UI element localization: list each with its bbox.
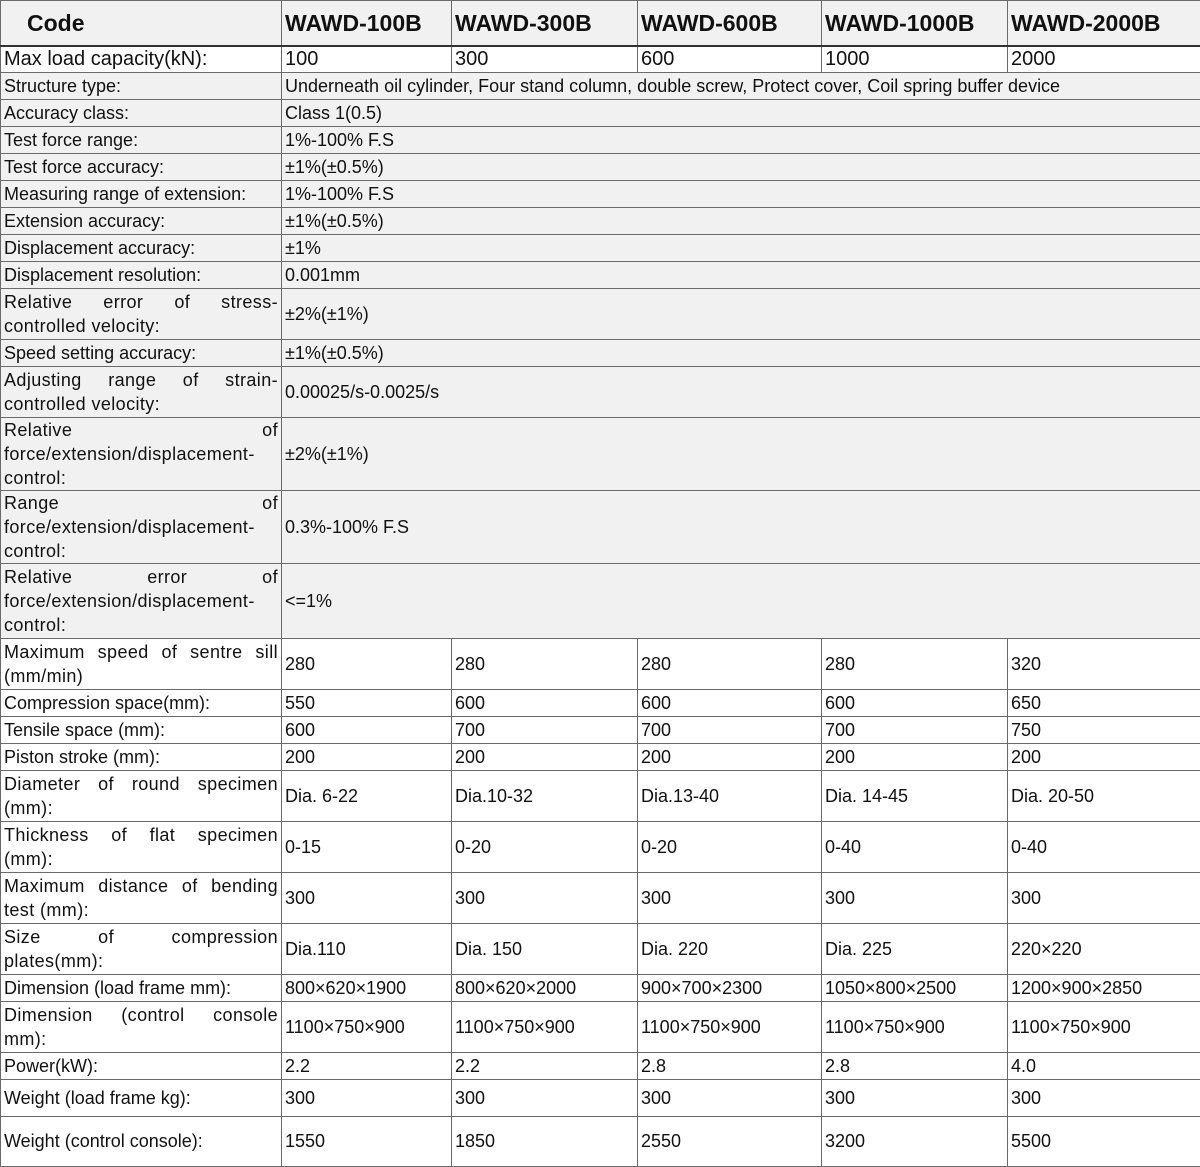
row-value: 600 bbox=[452, 689, 638, 716]
table-row bbox=[1, 638, 1200, 689]
header-model: WAWD-100B bbox=[282, 1, 452, 47]
row-value: 600 bbox=[638, 689, 822, 716]
row-value: 1%-100% F.S bbox=[282, 180, 1200, 207]
table-row bbox=[1, 923, 1200, 974]
row-label: Maximum speed of sentre sill (mm/min) bbox=[1, 638, 282, 689]
table-row bbox=[1, 974, 1200, 1001]
table-row bbox=[1, 1116, 1200, 1166]
row-value: Dia. 150 bbox=[452, 923, 638, 974]
table-row bbox=[1, 770, 1200, 821]
row-value: 200 bbox=[1008, 743, 1200, 770]
row-value: 1200×900×2850 bbox=[1008, 974, 1200, 1001]
row-value: 1100×750×900 bbox=[282, 1001, 452, 1052]
row-value: 200 bbox=[452, 743, 638, 770]
row-value: 3200 bbox=[822, 1116, 1008, 1166]
row-value: 700 bbox=[452, 716, 638, 743]
row-value: 300 bbox=[452, 872, 638, 923]
row-label: Dimension (load frame mm): bbox=[1, 974, 282, 1001]
row-value: Dia. 225 bbox=[822, 923, 1008, 974]
table-row bbox=[1, 872, 1200, 923]
row-label: Compression space(mm): bbox=[1, 689, 282, 716]
row-value: 0.3%-100% F.S bbox=[282, 490, 1200, 563]
row-value: 280 bbox=[282, 638, 452, 689]
header-model: WAWD-600B bbox=[638, 1, 822, 47]
table-row bbox=[1, 821, 1200, 872]
row-label: Test force range: bbox=[1, 126, 282, 153]
row-value: 200 bbox=[822, 743, 1008, 770]
row-value: Dia.10-32 bbox=[452, 770, 638, 821]
row-value: ±2%(±1%) bbox=[282, 417, 1200, 490]
row-value: 200 bbox=[282, 743, 452, 770]
row-value: ±1%(±0.5%) bbox=[282, 153, 1200, 180]
row-value: Dia. 6-22 bbox=[282, 770, 452, 821]
row-value: ±1%(±0.5%) bbox=[282, 339, 1200, 366]
row-value: Dia. 20-50 bbox=[1008, 770, 1200, 821]
table-row bbox=[1, 46, 1200, 72]
row-value: 0.001mm bbox=[282, 261, 1200, 288]
row-value: 300 bbox=[282, 1079, 452, 1116]
row-value: 300 bbox=[822, 1079, 1008, 1116]
row-label: Displacement resolution: bbox=[1, 261, 282, 288]
row-value: 0-40 bbox=[822, 821, 1008, 872]
row-label: Structure type: bbox=[1, 72, 282, 99]
row-label: Weight (load frame kg): bbox=[1, 1079, 282, 1116]
row-label: Maximum distance of bending test (mm): bbox=[1, 872, 282, 923]
row-value: 300 bbox=[452, 46, 638, 72]
row-label: Adjusting range of strain-controlled velocity: bbox=[1, 366, 282, 417]
row-value: 750 bbox=[1008, 716, 1200, 743]
row-label: Thickness of flat specimen (mm): bbox=[1, 821, 282, 872]
row-value: 550 bbox=[282, 689, 452, 716]
table-row bbox=[1, 563, 1200, 638]
row-value: 300 bbox=[1008, 1079, 1200, 1116]
header-code: Code bbox=[1, 1, 282, 47]
row-value: 300 bbox=[638, 872, 822, 923]
row-label: Dimension (control console mm): bbox=[1, 1001, 282, 1052]
row-value: 0-40 bbox=[1008, 821, 1200, 872]
table-row bbox=[1, 99, 1200, 126]
row-value: 0-15 bbox=[282, 821, 452, 872]
row-value: 4.0 bbox=[1008, 1052, 1200, 1079]
row-value: Dia. 220 bbox=[638, 923, 822, 974]
table-row bbox=[1, 417, 1200, 490]
row-label: Tensile space (mm): bbox=[1, 716, 282, 743]
table-row bbox=[1, 366, 1200, 417]
row-value: 800×620×1900 bbox=[282, 974, 452, 1001]
row-label: Relative error of force/extension/displacement-control: bbox=[1, 563, 282, 638]
header-model: WAWD-1000B bbox=[822, 1, 1008, 47]
row-label: Measuring range of extension: bbox=[1, 180, 282, 207]
row-value: 2.8 bbox=[638, 1052, 822, 1079]
table-row bbox=[1, 490, 1200, 563]
row-value: 2000 bbox=[1008, 46, 1200, 72]
row-label: Weight (control console): bbox=[1, 1116, 282, 1166]
row-label: Relative of force/extension/displacement-control: bbox=[1, 417, 282, 490]
row-value: 300 bbox=[282, 872, 452, 923]
row-value: 1100×750×900 bbox=[822, 1001, 1008, 1052]
row-value: 600 bbox=[638, 46, 822, 72]
row-label: Range of force/extension/displacement-control: bbox=[1, 490, 282, 563]
row-value: 1850 bbox=[452, 1116, 638, 1166]
row-value: Underneath oil cylinder, Four stand column, double screw, Protect cover, Coil spring buffer device bbox=[282, 72, 1200, 99]
row-label: Speed setting accuracy: bbox=[1, 339, 282, 366]
table-row bbox=[1, 153, 1200, 180]
table-row bbox=[1, 1001, 1200, 1052]
row-label: Power(kW): bbox=[1, 1052, 282, 1079]
row-value: 600 bbox=[822, 689, 1008, 716]
header-model: WAWD-2000B bbox=[1008, 1, 1200, 47]
row-value: 2.2 bbox=[452, 1052, 638, 1079]
row-value: ±1% bbox=[282, 234, 1200, 261]
row-value: 1550 bbox=[282, 1116, 452, 1166]
row-value: 5500 bbox=[1008, 1116, 1200, 1166]
row-value: 280 bbox=[452, 638, 638, 689]
row-value: Dia.13-40 bbox=[638, 770, 822, 821]
row-value: 1100×750×900 bbox=[452, 1001, 638, 1052]
row-value: 1%-100% F.S bbox=[282, 126, 1200, 153]
table-row bbox=[1, 1052, 1200, 1079]
row-value: 0-20 bbox=[638, 821, 822, 872]
row-value: 900×700×2300 bbox=[638, 974, 822, 1001]
row-label: Extension accuracy: bbox=[1, 207, 282, 234]
row-value: 0.00025/s-0.0025/s bbox=[282, 366, 1200, 417]
row-value: 300 bbox=[638, 1079, 822, 1116]
row-value: 300 bbox=[452, 1079, 638, 1116]
table-row bbox=[1, 234, 1200, 261]
row-label: Accuracy class: bbox=[1, 99, 282, 126]
row-value: 300 bbox=[822, 872, 1008, 923]
table-row bbox=[1, 339, 1200, 366]
row-value: Dia.110 bbox=[282, 923, 452, 974]
row-value: 1050×800×2500 bbox=[822, 974, 1008, 1001]
row-value: ±2%(±1%) bbox=[282, 288, 1200, 339]
header-model: WAWD-300B bbox=[452, 1, 638, 47]
row-label: Test force accuracy: bbox=[1, 153, 282, 180]
table-row bbox=[1, 207, 1200, 234]
row-value: 2.8 bbox=[822, 1052, 1008, 1079]
row-value: 220×220 bbox=[1008, 923, 1200, 974]
row-value: 100 bbox=[282, 46, 452, 72]
row-value: Dia. 14-45 bbox=[822, 770, 1008, 821]
table-row bbox=[1, 180, 1200, 207]
row-value: ±1%(±0.5%) bbox=[282, 207, 1200, 234]
row-value: 280 bbox=[638, 638, 822, 689]
table-row bbox=[1, 743, 1200, 770]
row-label: Max load capacity(kN): bbox=[1, 46, 282, 72]
table-row bbox=[1, 72, 1200, 99]
row-label: Diameter of round specimen (mm): bbox=[1, 770, 282, 821]
row-value: 1000 bbox=[822, 46, 1008, 72]
table-row bbox=[1, 716, 1200, 743]
row-value: Class 1(0.5) bbox=[282, 99, 1200, 126]
row-value: 700 bbox=[638, 716, 822, 743]
table-row bbox=[1, 1079, 1200, 1116]
row-value: 280 bbox=[822, 638, 1008, 689]
row-value: <=1% bbox=[282, 563, 1200, 638]
row-value: 700 bbox=[822, 716, 1008, 743]
row-value: 2550 bbox=[638, 1116, 822, 1166]
row-value: 800×620×2000 bbox=[452, 974, 638, 1001]
row-label: Size of compression plates(mm): bbox=[1, 923, 282, 974]
row-value: 0-20 bbox=[452, 821, 638, 872]
row-label: Relative error of stress-controlled velocity: bbox=[1, 288, 282, 339]
table-row bbox=[1, 126, 1200, 153]
row-label: Piston stroke (mm): bbox=[1, 743, 282, 770]
row-value: 320 bbox=[1008, 638, 1200, 689]
table-row bbox=[1, 689, 1200, 716]
table-row bbox=[1, 288, 1200, 339]
row-value: 200 bbox=[638, 743, 822, 770]
row-value: 600 bbox=[282, 716, 452, 743]
row-value: 1100×750×900 bbox=[638, 1001, 822, 1052]
row-value: 300 bbox=[1008, 872, 1200, 923]
table-row bbox=[1, 261, 1200, 288]
row-label: Displacement accuracy: bbox=[1, 234, 282, 261]
row-value: 650 bbox=[1008, 689, 1200, 716]
row-value: 2.2 bbox=[282, 1052, 452, 1079]
row-value: 1100×750×900 bbox=[1008, 1001, 1200, 1052]
header-row bbox=[1, 1, 1200, 47]
